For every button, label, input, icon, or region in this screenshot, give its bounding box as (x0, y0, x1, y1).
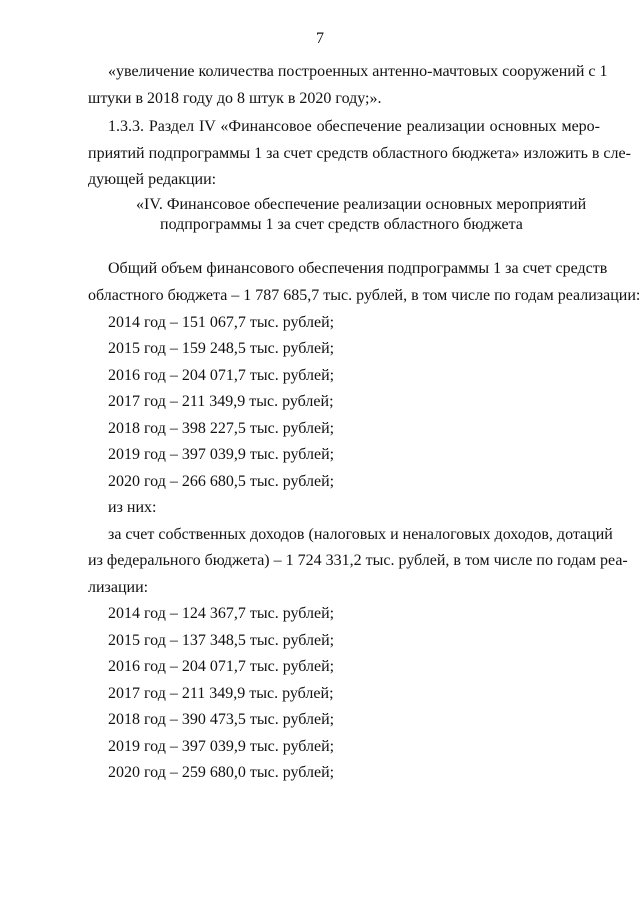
own-revenue-line-1: за счет собственных доходов (налоговых и неналоговых доходов, дотаций (108, 526, 613, 543)
own-year-2015: 2015 год – 137 348,5 тыс. рублей; (108, 632, 335, 649)
page-number: 7 (316, 30, 324, 47)
amendment-line-3: дующей редакции: (88, 171, 217, 188)
text-line-1: «увеличение количества построенных антенно-мачтовых сооружений с 1 (108, 63, 608, 80)
own-year-2018: 2018 год – 390 473,5 тыс. рублей; (108, 711, 335, 728)
amendment-line-2: приятий подпрограммы 1 за счет средств областного бюджета» изложить в сле- (88, 145, 631, 162)
year-2019-total: 2019 год – 397 039,9 тыс. рублей; (108, 446, 335, 463)
year-2015-total: 2015 год – 159 248,5 тыс. рублей; (108, 340, 335, 357)
own-revenue-line-3: лизации: (88, 579, 149, 596)
total-paragraph-line-2: областного бюджета – 1 787 685,7 тыс. рублей, в том числе по годам реализации: (88, 287, 640, 304)
own-year-2020: 2020 год – 259 680,0 тыс. рублей; (108, 764, 335, 781)
year-2017-total: 2017 год – 211 349,9 тыс. рублей; (108, 393, 334, 410)
year-2016-total: 2016 год – 204 071,7 тыс. рублей; (108, 367, 335, 384)
text-line-2: штуки в 2018 году до 8 штук в 2020 году;». (88, 90, 382, 107)
year-2018-total: 2018 год – 398 227,5 тыс. рублей; (108, 420, 335, 437)
amendment-line-1: 1.3.3. Раздел IV «Финансовое обеспечение реализации основных меро- (108, 118, 600, 135)
own-year-2016: 2016 год – 204 071,7 тыс. рублей; (108, 658, 335, 675)
of-which-label: из них: (108, 499, 157, 516)
own-year-2017: 2017 год – 211 349,9 тыс. рублей; (108, 685, 334, 702)
own-year-2014: 2014 год – 124 367,7 тыс. рублей; (108, 605, 335, 622)
section-heading-line-1: «IV. Финансовое обеспечение реализации основных мероприятий (136, 196, 587, 213)
own-year-2019: 2019 год – 397 039,9 тыс. рублей; (108, 738, 335, 755)
year-2020-total: 2020 год – 266 680,5 тыс. рублей; (108, 473, 335, 490)
total-paragraph-line-1: Общий объем финансового обеспечения подпрограммы 1 за счет средств (108, 260, 608, 277)
own-revenue-line-2: из федерального бюджета) – 1 724 331,2 тыс. рублей, в том числе по годам реа- (88, 552, 628, 569)
section-heading-line-2: подпрограммы 1 за счет средств областного бюджета (160, 216, 523, 233)
year-2014-total: 2014 год – 151 067,7 тыс. рублей; (108, 314, 335, 331)
